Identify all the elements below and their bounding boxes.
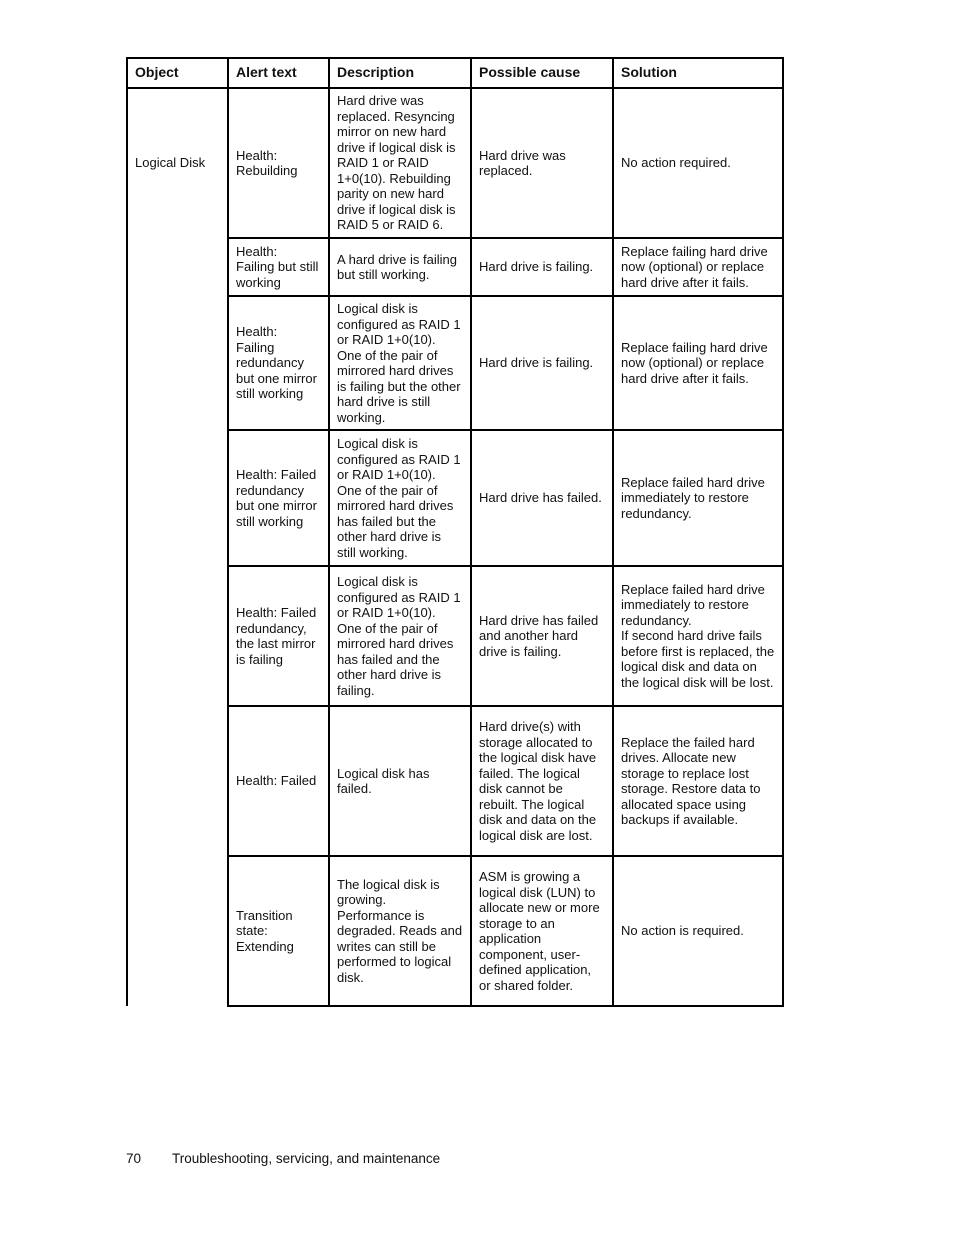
column-header-object: Object bbox=[127, 58, 228, 88]
cell-text: Transition state: Extending bbox=[236, 907, 294, 954]
description-cell bbox=[329, 856, 471, 1006]
cell-text: Hard drive has failed. bbox=[479, 490, 602, 506]
solution-cell bbox=[613, 88, 783, 238]
solution-cell bbox=[613, 238, 783, 296]
cell-text: ASM is growing a logical disk (LUN) to allocate new or more storage to an application component, user-defined application, or shared folder. bbox=[479, 869, 600, 993]
possible-cause-cell bbox=[471, 238, 613, 296]
cell-text: Logical disk is configured as RAID 1 or RAID 1+0(10). One of the pair of mirrored hard drives has failed but the other hard drive is still working. bbox=[337, 436, 461, 560]
alert-text-cell bbox=[228, 296, 329, 430]
cell-text: Hard drive was replaced. bbox=[479, 147, 566, 178]
alert-text-cell bbox=[228, 430, 329, 566]
cell-text: Replace the failed hard drives. Allocate new storage to replace lost storage. Restore data to allocated space using backups if available. bbox=[621, 734, 761, 827]
table-header-row bbox=[127, 58, 783, 88]
possible-cause-cell bbox=[471, 856, 613, 1006]
alert-text-cell bbox=[228, 88, 329, 238]
cell-text: Hard drive is failing. bbox=[479, 355, 594, 371]
cell-text: A hard drive is failing but still working. bbox=[337, 251, 457, 282]
cell-text: Hard drive(s) with storage allocated to the logical disk have failed. The logical disk cannot be rebuilt. The logical disk and data on the logical disk are lost. bbox=[479, 719, 597, 843]
possible-cause-cell bbox=[471, 430, 613, 566]
cell-text: Health: Failed redundancy but one mirror still working bbox=[236, 467, 317, 529]
possible-cause-cell bbox=[471, 296, 613, 430]
description-cell bbox=[329, 566, 471, 706]
object-cell bbox=[127, 88, 228, 1006]
column-header-solution: Solution bbox=[613, 58, 783, 88]
description-cell bbox=[329, 296, 471, 430]
solution-cell bbox=[613, 856, 783, 1006]
alert-table bbox=[126, 57, 784, 1007]
cell-text: Hard drive was replaced. Resyncing mirror on new hard drive if logical disk is RAID 1 or RAID 1+0(10). Rebuilding parity on new hard drive if logical disk is RAID 5 or RAID 6. bbox=[337, 93, 456, 233]
cell-text: Replace failing hard drive now (optional) or replace hard drive after it fails. bbox=[621, 243, 768, 290]
cell-text: Logical disk has failed. bbox=[337, 765, 430, 796]
cell-text: Health: Failed bbox=[236, 773, 317, 789]
cell-text: Replace failed hard drive immediately to restore redundancy. If second hard drive fails before first is replaced, the logical disk and data on the logical disk will be lost. bbox=[621, 581, 775, 690]
description-cell bbox=[329, 88, 471, 238]
description-cell bbox=[329, 238, 471, 296]
possible-cause-cell bbox=[471, 88, 613, 238]
possible-cause-cell bbox=[471, 706, 613, 856]
cell-text: Logical disk is configured as RAID 1 or RAID 1+0(10). One of the pair of mirrored hard drives is failing but the other hard drive is still working. bbox=[337, 301, 461, 425]
footer-section-title: Troubleshooting, servicing, and maintenance bbox=[172, 1151, 441, 1166]
cell-text: Health: Failed redundancy, the last mirror is failing bbox=[236, 605, 317, 667]
description-cell bbox=[329, 706, 471, 856]
solution-cell bbox=[613, 706, 783, 856]
cell-text: Hard drive is failing. bbox=[479, 259, 594, 275]
alert-text-cell bbox=[228, 238, 329, 296]
column-header-alert-text: Alert text bbox=[228, 58, 329, 88]
cell-text: Health: Failing redundancy but one mirror still working bbox=[236, 324, 317, 402]
alert-text-cell bbox=[228, 856, 329, 1006]
column-header-description: Description bbox=[329, 58, 471, 88]
object-name: Logical Disk bbox=[135, 155, 206, 170]
cell-text: Logical disk is configured as RAID 1 or RAID 1+0(10). One of the pair of mirrored hard drives has failed and the other hard drive is failing. bbox=[337, 574, 461, 698]
possible-cause-cell bbox=[471, 566, 613, 706]
cell-text: Health: Rebuilding bbox=[236, 147, 298, 178]
solution-cell bbox=[613, 296, 783, 430]
solution-cell bbox=[613, 566, 783, 706]
alert-text-cell bbox=[228, 566, 329, 706]
alert-text-cell bbox=[228, 706, 329, 856]
cell-text: No action required. bbox=[621, 155, 731, 171]
page-number: 70 bbox=[126, 1151, 142, 1166]
table-row bbox=[127, 88, 783, 238]
cell-text: No action is required. bbox=[621, 923, 744, 939]
column-header-possible-cause: Possible cause bbox=[471, 58, 613, 88]
cell-text: Hard drive has failed and another hard drive is failing. bbox=[479, 612, 599, 659]
cell-text: The logical disk is growing. Performance is degraded. Reads and writes can still be performed to logical disk. bbox=[337, 876, 463, 985]
cell-text: Replace failing hard drive now (optional) or replace hard drive after it fails. bbox=[621, 339, 768, 386]
solution-cell bbox=[613, 430, 783, 566]
cell-text: Health: Failing but still working bbox=[236, 243, 319, 290]
cell-text: Replace failed hard drive immediately to restore redundancy. bbox=[621, 474, 765, 521]
description-cell bbox=[329, 430, 471, 566]
page-footer bbox=[126, 1151, 440, 1166]
